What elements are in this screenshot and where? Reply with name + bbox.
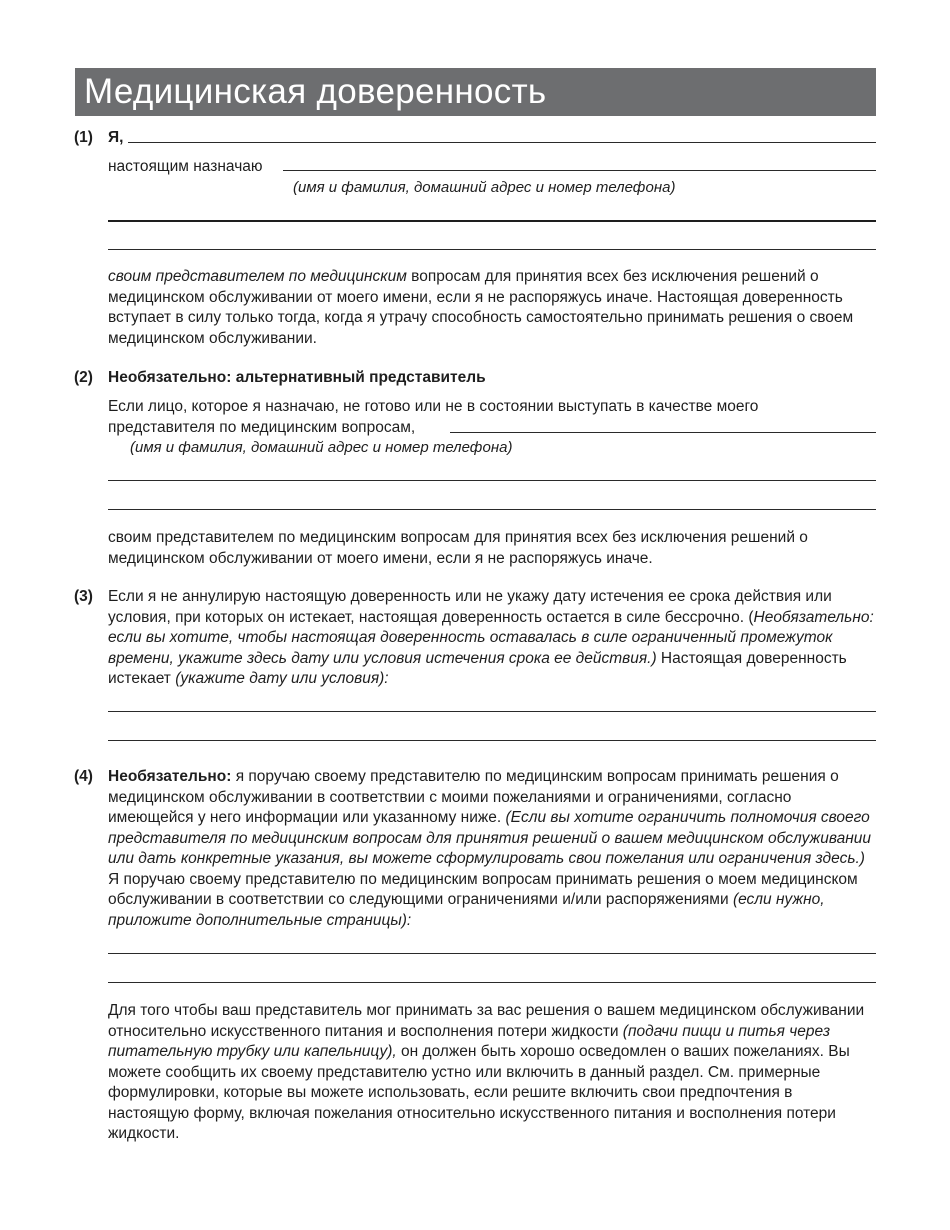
appoint-label: настоящим назначаю: [108, 158, 263, 175]
instructions-line-2[interactable]: [108, 982, 876, 983]
agent-name-line[interactable]: [283, 170, 876, 171]
instructions-line-1[interactable]: [108, 953, 876, 954]
agent-address-line-1[interactable]: [108, 220, 876, 222]
page-title: Медицинская доверенность: [84, 72, 547, 111]
nutrition-note-a: Для того чтобы ваш представитель мог принимать за вас решения о вашем медицинском обслуживании относительно искусственного питания и восполнения потери жидкости: [108, 1002, 865, 1040]
section-2-heading: Необязательно: альтернативный представитель: [108, 369, 486, 386]
section-3-text-b: Настоящая доверенность истекает: [108, 649, 847, 687]
section-2-para-a: Если лицо, которое я назначаю, не готово или не в состоянии выступать в качестве моего: [108, 398, 759, 415]
agent-address-line-2[interactable]: [108, 249, 876, 250]
section-1-number: (1): [74, 129, 93, 146]
section-1-paragraph: [108, 267, 876, 349]
alternate-agent-name-line[interactable]: [450, 432, 876, 433]
alternate-address-line-1[interactable]: [108, 480, 876, 481]
section-2-number: (2): [74, 369, 93, 386]
section-2-paragraph: своим представителем по медицинским вопросам для принятия всех без исключения решений о медицинском обслуживании от моего имени, если я не распоряжусь иначе.: [108, 529, 808, 567]
nutrition-note: [108, 1001, 876, 1145]
section-2-para-b: представителя по медицинским вопросам,: [108, 419, 416, 436]
title-bar: [75, 68, 876, 116]
section-4-italic-a: (Если вы хотите ограничить полномочия своего представителя по медицинским вопросам для принятия решений о вашем медицинском обслуживании или дать конкретные указания, вы можете сформулировать свои пожелания или ограничения здесь.): [108, 809, 871, 867]
alternate-agent-caption: (имя и фамилия, домашний адрес и номер телефона): [130, 439, 513, 456]
expiration-line-2[interactable]: [108, 740, 876, 741]
principal-name-line[interactable]: [128, 142, 876, 143]
section-4-bold: Необязательно:: [108, 768, 232, 785]
section-4-text-b: Я поручаю своему представителю по медицинским вопросам принимать решения о моем медицинском обслуживании в соответствии со следующими ограничениями и/или распоряжениями: [108, 870, 858, 908]
section-3-text-a: Если я не аннулирую настоящую доверенность или не укажу дату истечения ее срока действия или условия, при которых он истекает, настоящая доверенность остается в силе бессрочно. (: [108, 588, 832, 626]
section-4-number: (4): [74, 768, 93, 785]
section-1-italic-text: своим представителем по медицинским: [108, 268, 407, 285]
nutrition-note-b: он должен быть хорошо осведомлен о ваших пожеланиях. Вы можете сообщить их своему представителю устно или включить в данный раздел. См. примерные формулировки, которые вы можете использовать, если решите включить свои предпочтения в настоящую форму, включая пожелания относительно искусственного питания и восполнения потери жидкости.: [108, 1043, 850, 1142]
section-3-paragraph: [108, 587, 876, 690]
section-1-i: Я,: [108, 129, 124, 146]
expiration-line-1[interactable]: [108, 711, 876, 712]
section-4-italic-b: (если нужно, приложите дополнительные страницы):: [108, 891, 825, 929]
alternate-address-line-2[interactable]: [108, 509, 876, 510]
nutrition-note-italic: (подачи пищи и питья через питательную трубку или капельницу),: [108, 1022, 831, 1060]
section-4-text-a: я поручаю своему представителю по медицинским вопросам принимать решения о медицинском обслуживании в соответствии с моими пожеланиями и ограничениями, согласно имеющейся у него информации или указанному ниже.: [108, 768, 839, 826]
agent-caption: (имя и фамилия, домашний адрес и номер телефона): [293, 179, 676, 196]
section-4-paragraph: [108, 767, 876, 931]
section-3-italic-b: (укажите дату или условия):: [175, 670, 389, 687]
section-1-text: вопросам для принятия всех без исключения решений о медицинском обслуживании от моего имени, если я не распоряжусь иначе. Настоящая доверенность вступает в силу только тогда, когда я утрачу способность самостоятельно принимать решения о своем медицинском обслуживании.: [108, 268, 854, 347]
section-3-italic-a: Необязательно: если вы хотите, чтобы настоящая доверенность оставалась в силе ограниченный промежуток времени, укажите здесь дату или условия истечения срока ее действия.): [108, 608, 874, 667]
section-3-number: (3): [74, 588, 93, 605]
